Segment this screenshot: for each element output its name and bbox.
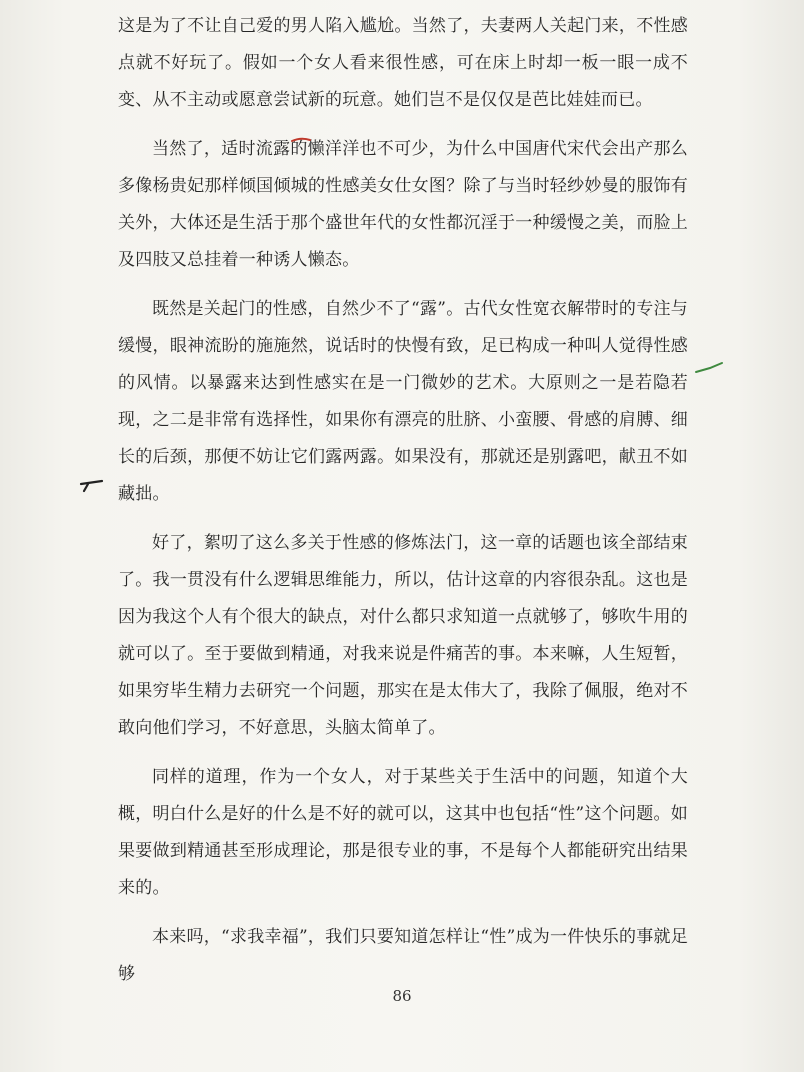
paragraph-1: 这是为了不让自己爱的男人陷入尴尬。当然了，夫妻两人关起门来，不性感点就不好玩了。假如一个女人看来很性感，可在床上时却一板一眼一成不变、从不主动或愿意尝试新的玩意。她们岂不是仅仅是芭比娃娃而已。 [118, 16, 688, 110]
page-number: 86 [392, 987, 412, 1005]
paragraph-3: 既然是关起门的性感，自然少不了“露”。古代女性宽衣解带时的专注与缓慢，眼神流盼的施施然，说话时的快慢有致，足已构成一种叫人觉得性感的风情。以暴露来达到性感实在是一门微妙的艺术。大原则之一是若隐若现，之二是非常有选择性，如果你有漂亮的肚脐、小蛮腰、骨感的肩膊、细长的后颈，那便不妨让它们露两露。如果没有，那就还是别露吧，献丑不如藏拙。 [118, 299, 688, 504]
body-text [118, 8, 688, 1005]
paragraph-2: 当然了，适时流露的懒洋洋也不可少，为什么中国唐代宋代会出产那么多像杨贵妃那样倾国倾城的性感美女仕女图？除了与当时轻纱妙曼的服饰有关外，大体还是生活于那个盛世年代的女性都沉淫于一种缓慢之美，而脸上及四肢又总挂着一种诱人懒态。 [118, 139, 688, 270]
black-pen-mark [78, 478, 106, 494]
paragraph-5: 同样的道理，作为一个女人，对于某些关于生活中的问题，知道个大概，明白什么是好的什么是不好的就可以，这其中也包括“性”这个问题。如果要做到精通甚至形成理论，那是很专业的事，不是每个人都能研究出结果来的。 [118, 767, 688, 898]
green-pen-mark [694, 360, 724, 376]
paragraph-6: 本来吗，“求我幸福”，我们只要知道怎样让“性”成为一件快乐的事就足够 [118, 927, 689, 984]
paragraph-4: 好了，絮叨了这么多关于性感的修炼法门，这一章的话题也该全部结束了。我一贯没有什么逻辑思维能力，所以，估计这章的内容很杂乱。这也是因为我这个人有个很大的缺点，对什么都只求知道一点就够了，够吹牛用的就可以了。至于要做到精通，对我来说是件痛苦的事。本来嘛，人生短暂，如果穷毕生精力去研究一个问题，那实在是太伟大了，我除了佩服，绝对不敢向他们学习，不好意思，头脑太简单了。 [118, 533, 688, 738]
